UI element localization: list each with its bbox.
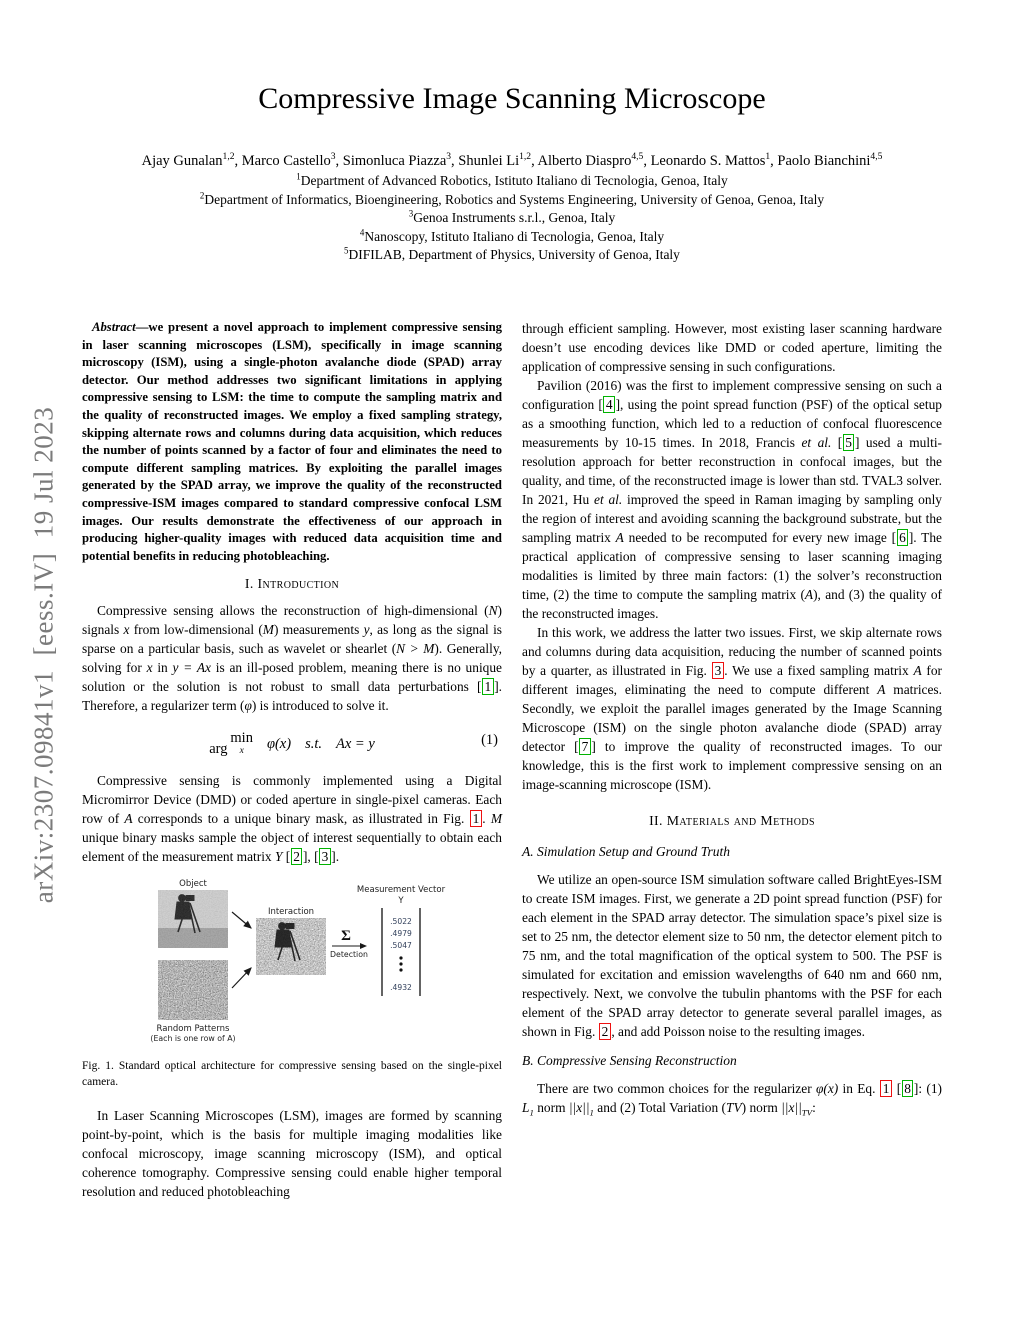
- text-segment: Compressive sensing is commonly implemented using a Digital Micromirror Device (DMD) or coded aperture in single-pixel cameras. Each row of: [82, 773, 502, 827]
- eq-argmin: [209, 729, 253, 759]
- text-segment: , Shunlei Li: [451, 153, 520, 169]
- sigma-symbol: Σ: [341, 928, 351, 945]
- citation-link[interactable]: 2: [291, 848, 303, 865]
- text-segment: 4,5: [870, 151, 883, 163]
- section-heading-materials: II. Materials and Methods: [649, 813, 815, 828]
- citation-link[interactable]: 7: [579, 738, 591, 755]
- random-patterns-sublabel: (Each is one row of A): [150, 1034, 236, 1044]
- vector-ellipsis-dot: [399, 963, 402, 966]
- affiliation-3: [0, 209, 1024, 228]
- text-segment: DIFILAB, Department of Physics, University of Genoa, Italy: [348, 247, 680, 262]
- eq-constraint: Ax = y: [336, 735, 375, 752]
- text-segment: needed to be recomputed for every new image [: [623, 530, 897, 545]
- citation-link[interactable]: 8: [902, 1080, 914, 1097]
- vector-value-1: .5022: [390, 917, 412, 927]
- intro-paragraph-3: [82, 1106, 502, 1201]
- text-segment: ||x||: [781, 1100, 802, 1115]
- text-segment: 1: [529, 1107, 534, 1118]
- abstract-paragraph: [82, 319, 502, 565]
- text-segment: A: [804, 587, 814, 602]
- text-segment: M: [262, 622, 274, 638]
- text-segment: L: [522, 1100, 530, 1115]
- text-segment: 3: [330, 151, 336, 163]
- subsection-a-heading: A. Simulation Setup and Ground Truth: [522, 844, 731, 859]
- affiliation-4: [0, 228, 1024, 247]
- left-column: [82, 319, 502, 1201]
- detection-label: Detection: [330, 950, 368, 960]
- text-segment: 4: [359, 227, 365, 237]
- author-line: [0, 153, 1024, 170]
- two-column-body: [82, 319, 942, 1201]
- text-segment: norm: [533, 1100, 569, 1115]
- paper-header: [0, 82, 1024, 265]
- text-segment: unique binary masks sample the object of interest sequentially to obtain each element of the measurement matrix: [82, 830, 502, 865]
- affiliation-2: [0, 191, 1024, 210]
- citation-link[interactable]: 4: [603, 396, 615, 413]
- text-segment: y: [363, 622, 370, 638]
- figure-eq-ref-link[interactable]: 3: [712, 662, 724, 679]
- text-segment: 2: [199, 190, 205, 200]
- figure1-caption: Fig. 1. Standard optical architecture for compressive sensing based on the single-pixel camera.: [82, 1060, 502, 1088]
- text-segment: ], using the point spread function (PSF) of the optical setup as a smoothing function, which led to a reduction of confocal fluorescence measurements by 10-15 times. In 2018, Francis: [522, 397, 942, 450]
- equation-1: [82, 729, 502, 759]
- eq-term: φ(x): [266, 735, 292, 752]
- text-segment: ]. Therefore, a regularizer term (: [82, 679, 502, 714]
- text-segment: 1,2: [519, 151, 532, 163]
- text-segment: ). Generally, solving for: [82, 641, 502, 676]
- text-segment: N: [488, 603, 498, 619]
- eq-arg: arg: [209, 741, 228, 758]
- text-segment: 3: [446, 151, 452, 163]
- citation-link[interactable]: 5: [843, 434, 855, 451]
- intro-paragraph-2: [82, 771, 502, 866]
- random-patterns-label: Random Patterns: [156, 1024, 230, 1035]
- text-segment: A: [877, 682, 886, 697]
- text-segment: improved the speed in Raman imaging by sampling only the region of interest and avoiding scanning the background substrate, but the sampling matrix: [522, 492, 942, 545]
- text-segment: .: [482, 811, 491, 827]
- text-segment: corresponds to a unique binary mask, as illustrated in Fig.: [132, 811, 470, 827]
- vector-ellipsis-dot: [399, 969, 402, 972]
- text-segment: ) norm: [741, 1100, 782, 1115]
- text-segment: ) measurements: [273, 622, 364, 638]
- text-segment: ) is introduced to solve it.: [251, 698, 389, 714]
- eq-min: min: [230, 730, 253, 747]
- text-segment: 1: [765, 151, 771, 163]
- figure-eq-ref-link[interactable]: 1: [470, 810, 482, 827]
- text-segment: [: [831, 435, 843, 450]
- arrow-patterns-to-interaction: [232, 968, 251, 988]
- eq-subject-to: s.t.: [305, 735, 322, 752]
- text-segment: 1: [589, 1107, 594, 1118]
- citation-link[interactable]: 1: [482, 678, 494, 695]
- object-image: [158, 890, 228, 948]
- eq-min-subscript: x: [239, 746, 244, 757]
- text-segment: Department of Informatics, Bioengineering, Robotics and Systems Engineering, University of Genoa, Genoa, Italy: [204, 191, 825, 207]
- text-segment: A: [913, 663, 922, 678]
- text-segment: Abstract: [92, 320, 136, 334]
- text-segment: Genoa Instruments s.r.l., Genoa, Italy: [413, 210, 616, 225]
- text-segment: , as long as the signal is sparse on a particular basis, such as wavelet or shearlet (: [82, 622, 502, 657]
- reconstruction-paragraph: [522, 1079, 942, 1117]
- related-work-paragraph: [522, 376, 942, 623]
- eq-number: (1): [481, 732, 498, 749]
- text-segment: , Leonardo S. Mattos: [643, 153, 766, 169]
- text-segment: In Laser Scanning Microscopes (LSM), images are formed by scanning point-by-point, which is the basis for multiple imaging modalities like confocal microscopy, image scanning microscopy (ISM), and optical coherence tomography. Compressive sensing could enable higher temporal resolution and reduced photobleaching: [82, 1108, 502, 1200]
- text-segment: 5: [344, 245, 349, 256]
- text-segment: , Simonluca Piazza: [335, 153, 447, 169]
- text-segment: through efficient sampling. However, most existing laser scanning hardware doesn’t use encoding devices like DMD or coded aperture, limiting the application of compressive sensing in such configurations.: [522, 321, 942, 374]
- section-heading-introduction: I. Introduction: [244, 576, 340, 592]
- subsection-b-heading: B. Compressive Sensing Reconstruction: [522, 1053, 737, 1068]
- text-segment: , Paolo Bianchini: [770, 153, 871, 169]
- text-segment: and (2) Total Variation (: [593, 1100, 727, 1115]
- eq-min-stack: [230, 729, 253, 757]
- text-segment: Compressive sensing allows the reconstruction of high-dimensional (: [97, 603, 489, 619]
- text-segment: ), and (3) the quality of the reconstructed images.: [522, 587, 942, 621]
- arrow-object-to-interaction: [232, 912, 251, 928]
- text-segment: Nanoscopy, Istituto Italiano di Tecnologia, Genoa, Italy: [364, 228, 665, 244]
- text-segment: N > M: [396, 641, 435, 657]
- text-segment: 1: [296, 171, 301, 182]
- text-segment: —we present a novel approach to implement compressive sensing in laser scanning microscopes (LSM), specifically in image scanning microscopy (ISM), using a single-photon avalanche diode (SPAD) array detector. Our method addresses two significant limitations in applying compressive sensing to LSM: the time to compute the sampling matrix and the quality of reconstructed images. We employ a fixed sampling strategy, skipping alternate rows and columns during data acquisition, which reduces the number of points scanned by a factor of four and eliminates the need to compute different sampling matrices. By exploiting the parallel images generated by the SPAD array, we improve the quality of the reconstructed compressive-ISM images compared to standard compressive confocal LSM images. Our results demonstrate the effectiveness of our approach in producing higher-quality images with reduced data acquisition time and potential benefits in reducing photobleaching.: [82, 320, 502, 563]
- affiliation-1: [0, 172, 1024, 191]
- figure-1: [82, 876, 502, 1090]
- text-segment: in: [152, 660, 173, 676]
- text-segment: , Marco Castello: [234, 153, 331, 169]
- text-segment: x: [123, 622, 130, 638]
- text-segment: ]. The practical application of compressive sensing to laser scanning imaging modalities is limited by three main factors: (1) the solver’s reconstruction time, (2) the time to compute the sampling matrix (: [522, 530, 942, 602]
- text-segment: Y: [274, 849, 283, 865]
- text-segment: TV: [801, 1107, 813, 1118]
- text-segment: y = Ax: [172, 660, 211, 676]
- text-segment: ]: (1): [913, 1081, 942, 1096]
- intro-paragraph-3-continued: [522, 319, 942, 376]
- vector-value-2: .4979: [390, 929, 412, 939]
- text-segment: for different images, eliminating the need to compute different: [522, 663, 943, 697]
- text-segment: A: [124, 811, 133, 827]
- text-segment: TV: [726, 1100, 742, 1115]
- vector-ellipsis-dot: [399, 957, 402, 960]
- simulation-setup-paragraph: [522, 870, 942, 1041]
- vector-value-last: .4932: [390, 983, 412, 993]
- text-segment: φ: [244, 698, 252, 714]
- text-segment: from low-dimensional (: [129, 622, 263, 638]
- text-segment: M: [490, 811, 502, 827]
- text-segment: ] to improve the quality of reconstructed images. To our knowledge, this is the first work to implement compressive sensing on an image-scanning microscope (ISM).: [522, 739, 942, 792]
- object-label: Object: [179, 879, 207, 890]
- text-segment: 1,2: [222, 151, 235, 163]
- text-segment: A: [615, 530, 624, 545]
- text-segment: In this work, we address the latter two issues. First, we skip alternate rows and columns during data acquisition, reducing the number of scanned points by a quarter, as illustrated in Fig.: [522, 625, 942, 678]
- text-segment: et al.: [594, 492, 623, 507]
- text-segment: ], [: [302, 849, 319, 865]
- text-segment: [: [892, 1081, 902, 1096]
- text-segment: . We use a fixed sampling matrix: [724, 663, 914, 678]
- text-segment: 4,5: [631, 151, 644, 163]
- text-segment: Department of Advanced Robotics, Istituto Italiano di Tecnologia, Genoa, Italy: [300, 173, 728, 188]
- figure1-diagram: [82, 876, 502, 1048]
- text-segment: There are two common choices for the regularizer: [537, 1081, 816, 1096]
- figure-eq-ref-link[interactable]: 1: [880, 1080, 892, 1097]
- interaction-label: Interaction: [267, 907, 315, 918]
- interaction-image: [256, 918, 326, 975]
- measurement-vector-y-label: Y: [398, 896, 404, 907]
- affiliation-5: [0, 246, 1024, 265]
- random-patterns-image: [158, 960, 228, 1020]
- paper-title: Compressive Image Scanning Microscope: [258, 82, 766, 115]
- citation-link[interactable]: 6: [897, 529, 909, 546]
- text-segment: is an ill-posed problem, meaning there is no unique solution or the solution is not robust to small data perturbations [: [82, 660, 503, 695]
- vector-value-3: .5047: [390, 941, 412, 951]
- text-segment: Ajay Gunalan: [141, 153, 223, 169]
- measurement-vector-label: Measurement Vector: [356, 885, 446, 896]
- affiliations: [0, 172, 1024, 265]
- text-segment: ].: [331, 849, 340, 865]
- text-segment: φ(x): [815, 1081, 839, 1096]
- text-segment: x: [146, 660, 153, 676]
- text-segment: matrices. Secondly, we exploit the parallel images generated by the Image Scanning Microscope (ISM) on the single photon avalanche diode (SPAD) array detector [: [522, 682, 942, 754]
- citation-link[interactable]: 3: [319, 848, 331, 865]
- text-segment: [: [282, 849, 291, 865]
- text-segment: , Alberto Diaspro: [531, 153, 632, 169]
- text-segment: Pavilion (2016) was the first to implement compressive sensing on such a configuration [: [522, 378, 942, 412]
- text-segment: We utilize an open-source ISM simulation software called BrightEyes-ISM to create ISM images. First, we generate a 2D point spread function (PSF) for each element in the SPAD array detector. The simulation space’s pixel size is set to 25 nm, the detector element size to 50 nm, the detector element pitch to 75 nm, and the total magnification of the optical system to 500. The PSF is simulated for excitation and emission wavelengths of 640 nm and 660 nm, respectively. Next, we convolve the tubulin phantoms with the PSF for each element of the SPAD array detector to generate several parallel images, as shown in Fig.: [522, 872, 942, 1039]
- figure-eq-ref-link[interactable]: 2: [599, 1023, 611, 1040]
- text-segment: 3: [408, 208, 414, 219]
- intro-paragraph-1: [82, 601, 502, 715]
- text-segment: in Eq.: [838, 1081, 880, 1096]
- arxiv-watermark: arXiv:2307.09841v1 [eess.IV] 19 Jul 2023: [28, 406, 59, 904]
- text-segment: ||x||: [568, 1100, 590, 1115]
- right-column: [522, 319, 942, 1201]
- text-segment: et al.: [801, 435, 832, 450]
- text-segment: :: [812, 1100, 816, 1115]
- text-segment: ] used a multi-resolution approach for better reconstruction in confocal images, but the quality, and time, of the reconstructed image is lower than std. TVAL3 solver. In 2021, Hu: [522, 435, 942, 507]
- text-segment: , and add Poisson noise to the resulting images.: [611, 1024, 865, 1039]
- contribution-paragraph: [522, 623, 942, 794]
- text-segment: ) signals: [82, 603, 502, 638]
